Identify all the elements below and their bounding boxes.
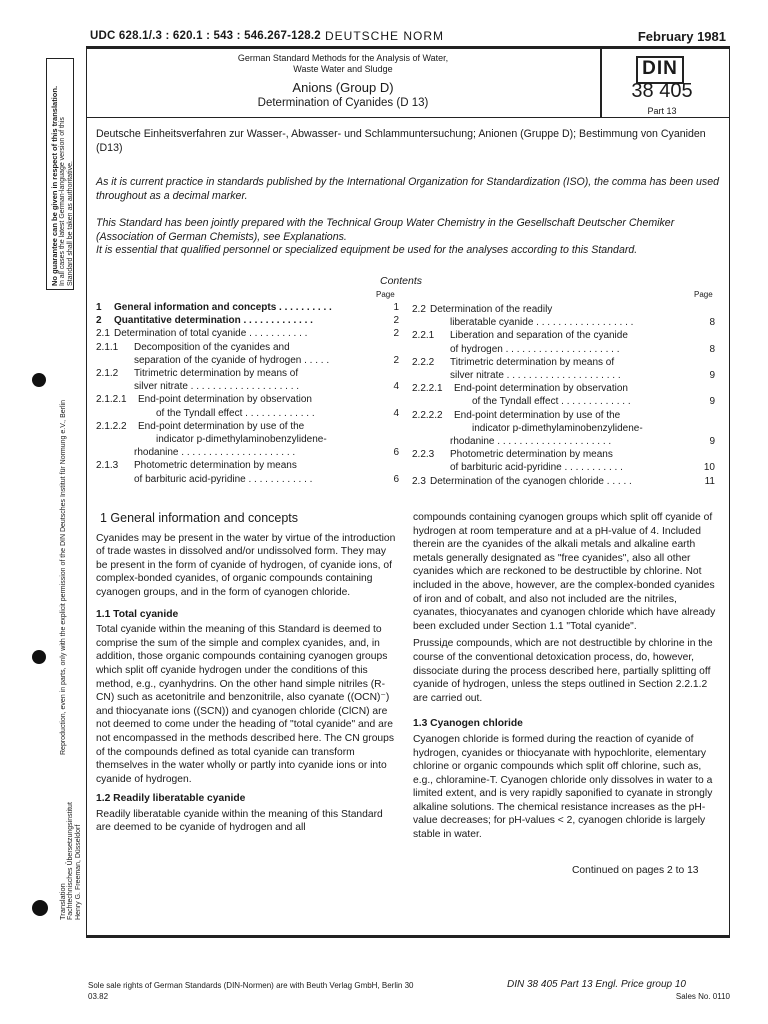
toc-entry-text: of the Tyndall effect . . . . . . . . . . . . .	[156, 407, 315, 419]
toc-entry-page: 8	[709, 343, 715, 355]
sales-number: Sales No. 0110	[675, 992, 730, 1001]
toc-entry-page: 1	[393, 302, 399, 313]
toc-entry-text: Liberation and separation of the cyanide	[450, 330, 628, 342]
toc-entry-text: rhodanine . . . . . . . . . . . . . . . . . . . . .	[450, 436, 612, 447]
toc-entry-number: 2.1.2	[96, 368, 119, 379]
toc-entry-text: of the Tyndall effect . . . . . . . . . . . . .	[472, 396, 631, 408]
toc-entry-page: 6	[393, 447, 399, 459]
standard-number: 38 405	[631, 80, 693, 102]
toc-entry-text: Quantitative determination . . . . . . . . . . . . .	[114, 315, 313, 327]
standard-subtitle: Determination of Cyanides (D 13)	[257, 97, 429, 109]
contents-left-column	[96, 301, 401, 491]
standard-title: Anions (Group D)	[292, 80, 394, 95]
toc-entry-text: Titrimetric determination by means of	[134, 368, 299, 379]
toc-entry-number: 2.2.3	[412, 449, 435, 461]
section-1-3-text: Cyanogen chloride is formed during the reaction of cyanide of hydrogen, cyanides or thiocyanate with hypochlorite, elementary chlorine or organic compounds which split off chlorine, such as, e.g., chloramine-T. Cyanogen chloride only dissolves in water to a limited extent, and is very rapidly saponified to cyanate in strongly alkaline solutions. The chemical resistance increases as the pH-value decreases; for pH-values < 2, cyanogen chloride is largely stable in water.	[413, 733, 713, 841]
toc-entry-text: Determination of the readily	[430, 304, 553, 315]
toc-entry-number: 2.2.1	[412, 330, 435, 342]
publication-date: February 1981	[637, 29, 726, 44]
translation-institute: Fachtechnisches Übersetzungsinstitut	[67, 802, 74, 920]
joint-note-2: It is essential that qualified personnel or specialized equipment be used for the analyses according to this Standard.	[96, 244, 638, 256]
toc-entry-page: 10	[703, 462, 715, 474]
toc-entry-text: End-point determination by use of the	[454, 409, 621, 421]
toc-entry-number: 2.1.1	[96, 341, 119, 353]
series-line-1: German Standard Methods for the Analysis of Water,	[237, 53, 449, 63]
body-left-column	[96, 512, 396, 835]
toc-entry-text: liberatable cyanide . . . . . . . . . . . . . . . . . .	[450, 317, 634, 329]
toc-entry-page: 6	[393, 473, 399, 485]
body-right-column	[413, 511, 720, 842]
toc-entry-text: End-point determination by use of the	[138, 420, 305, 432]
toc-entry-page: 9	[709, 436, 715, 447]
contents-page-label-left: Page	[376, 290, 395, 299]
contents-right-column	[412, 303, 717, 493]
joint-note-1: This Standard has been jointly prepared with the Technical Group Water Chemistry in the Gesellschaft Deutscher Chemiker (Association of German Chemists), see Explanations.	[96, 217, 675, 243]
punch-hole-top	[32, 373, 46, 387]
document-reference: DIN 38 405 Part 13 Engl. Price group 10	[507, 979, 686, 990]
toc-entry-page: 11	[704, 475, 715, 487]
deutsche-norm-label: DEUTSCHE NORM	[325, 29, 445, 43]
toc-entry-text: Determination of the cyanogen chloride . . . . .	[430, 475, 632, 487]
toc-entry-number: 2.1.2.2	[96, 420, 127, 432]
toc-entry-number: 1	[96, 302, 102, 313]
toc-entry-number: 2	[96, 315, 102, 327]
section-1-2-heading: 1.2 Readily liberatable cyanide	[96, 793, 246, 805]
german-title: Deutsche Einheitsverfahren zur Wasser-, Abwasser- und Schlammuntersuchung; Anionen (Gruppe D); Bestimmung von Cyaniden (D13)	[96, 128, 706, 154]
footer-rule	[86, 936, 730, 938]
toc-entry-text: Decomposition of the cyanides and	[134, 341, 290, 353]
standard-part: Part 13	[647, 106, 677, 116]
section-1-1-text: Total cyanide within the meaning of this Standard is deemed to comprise the sum of the simple and complex cyanides, and, in addition, those organic compounds containing cyanogen groups which split off cyanide hydrogen under the conditions of this method, e.g., cyanhydrins. On the other hand simple nitriles (R-CN) such as acetonitrile and benzonitrile, also cyanate ((OCN)⁻) and thiocyanate ions ((SCN)) and cyanogen chloride (ClCN) are not deemed to come under the heading of "total cyanide" and are not encompassed in the methods described here. The CN groups of the compounds defined as total cyanide can transform themselves in the water wholly or partly into cyanide ions or into cyanide of hydrogen.	[96, 624, 395, 785]
toc-entry-number: 2.2.2	[412, 356, 435, 368]
toc-entry-number: 2.1.3	[96, 460, 119, 472]
section-1-2-continued-text: compounds containing cyanogen groups which split off cyanide of hydrogen at room temperature and at a pH-value of 4. Included therein are the cyanides of the alkali metals and alkaline earth metals generally designated as "free cyanides", also all other cyanides which are reckoned to be destructible by chlorine. Not included in the above, however, are the complex-bonded cyanides of iron and of cobalt, and also not included are the nitriles, cyanates, thiocyanates and cyanogen chloride which have already been excluded under Section 1.1 "Total cyanide".	[413, 512, 716, 632]
reproduction-notice: Reproduction, even in parts, only with the explicit permission of the DIN Deutsches Institut für Normung e.V., Berlin	[60, 400, 67, 755]
toc-entry-text: Photometric determination by means	[134, 460, 297, 472]
prussiate-text: Prussiде compounds, which are not destructible by chlorine in the course of the conventional detoxication process, do, however, dissociate during the process described here, partially splitting off cyanide of hydrogen, unless the steps outlined in Section 2.2.1.2 are carried out.	[413, 638, 713, 704]
toc-entry-text: General information and concepts . . . . . . . . . .	[114, 302, 332, 313]
contents-page-label-right: Page	[694, 290, 713, 299]
guarantee-line-1: No guarantee can be given in respect of this translation.	[50, 85, 59, 286]
toc-entry-number: 2.2.2.1	[412, 383, 443, 395]
toc-entry-text: of barbituric acid-pyridine . . . . . . . . . . . .	[134, 473, 313, 485]
sales-rights: Sole sale rights of German Standards (DIN-Normen) are with Beuth Verlag GmbH, Berlin 30	[88, 981, 414, 990]
toc-entry-page: 4	[393, 381, 399, 393]
toc-entry-text: of hydrogen . . . . . . . . . . . . . . . . . . . . .	[450, 343, 620, 355]
toc-entry-text: silver nitrate . . . . . . . . . . . . . . . . . . . . .	[450, 370, 621, 381]
toc-entry-number: 2.3	[412, 475, 426, 487]
toc-entry-page: 2	[393, 354, 399, 366]
toc-entry-page: 9	[709, 396, 715, 408]
toc-entry-page: 9	[709, 370, 715, 381]
translation-label: Translation	[58, 883, 67, 920]
title-block-divider	[600, 48, 602, 118]
translator-name: Henry G. Freeman, Düsseldorf	[75, 824, 82, 920]
toc-entry-text: silver nitrate . . . . . . . . . . . . . . . . . . . .	[134, 381, 300, 393]
toc-entry-page: 2	[393, 328, 399, 340]
section-1-heading: 1 General information and concepts	[100, 511, 299, 525]
toc-entry-text: End-point determination by observation	[138, 394, 312, 406]
udc-code: UDC 628.1/.3 : 620.1 : 543 : 546.267-128.2	[90, 30, 321, 42]
toc-entry-text: of barbituric acid-pyridine . . . . . . . . . . .	[450, 462, 623, 474]
continued-note: Continued on pages 2 to 13	[572, 865, 699, 876]
punch-hole-middle	[32, 650, 46, 664]
series-title	[86, 53, 600, 74]
toc-entry-page: 2	[393, 315, 399, 327]
guarantee-line-3: Standard shall be taken as authoritative.	[67, 161, 74, 286]
section-1-2-text: Readily liberatable cyanide within the meaning of this Standard are deemed to be cyanide of hydrogen and all	[96, 808, 383, 834]
toc-entry-text: indicator p-dimethylaminobenzylidene-	[156, 434, 327, 445]
toc-entry-text: separation of the cyanide of hydrogen . . . . .	[134, 354, 330, 366]
toc-entry-page: 4	[393, 407, 399, 419]
toc-entry-text: indicator p-dimethylaminobenzylidene-	[472, 422, 643, 434]
toc-entry-text: Determination of total cyanide . . . . . . . . . . .	[114, 328, 308, 340]
punch-hole-bottom	[32, 900, 48, 916]
section-1-3-heading: 1.3 Cyanogen chloride	[413, 718, 523, 730]
toc-entry-text: Titrimetric determination by means of	[450, 356, 615, 368]
contents-heading: Contents	[380, 275, 423, 287]
toc-entry-page: 8	[709, 317, 715, 329]
toc-entry-text: Photometric determination by means	[450, 449, 613, 461]
toc-entry-number: 2.2.2.2	[412, 409, 443, 421]
date-code: 03.82	[88, 992, 109, 1001]
series-line-2: Waste Water and Sludge	[293, 63, 393, 74]
section-1-text: Cyanides may be present in the water by virtue of the introduction of trade wastes in dissolved and/or undissolved form. They may be present in the form of cyanide of hydrogen, of cyanide ions, of complex-bonded cyanides, of organic compounds containing cyanogen groups, and in the form of cyanogen chloride.	[96, 532, 396, 598]
toc-entry-text: rhodanine . . . . . . . . . . . . . . . . . . . . .	[134, 447, 296, 459]
toc-entry-number: 2.1	[96, 328, 110, 340]
toc-entry-text: End-point determination by observation	[454, 383, 628, 395]
toc-entry-number: 2.2	[412, 304, 426, 315]
toc-entry-number: 2.1.2.1	[96, 394, 127, 406]
din-logo: DIN	[636, 56, 684, 84]
guarantee-line-2: In all cases the latest German-language version of this	[59, 117, 66, 286]
decimal-note: As it is current practice in standards published by the International Organization for Standardization (ISO), the comma has been used throughout as a decimal marker.	[96, 176, 720, 202]
section-1-1-heading: 1.1 Total cyanide	[96, 608, 179, 620]
